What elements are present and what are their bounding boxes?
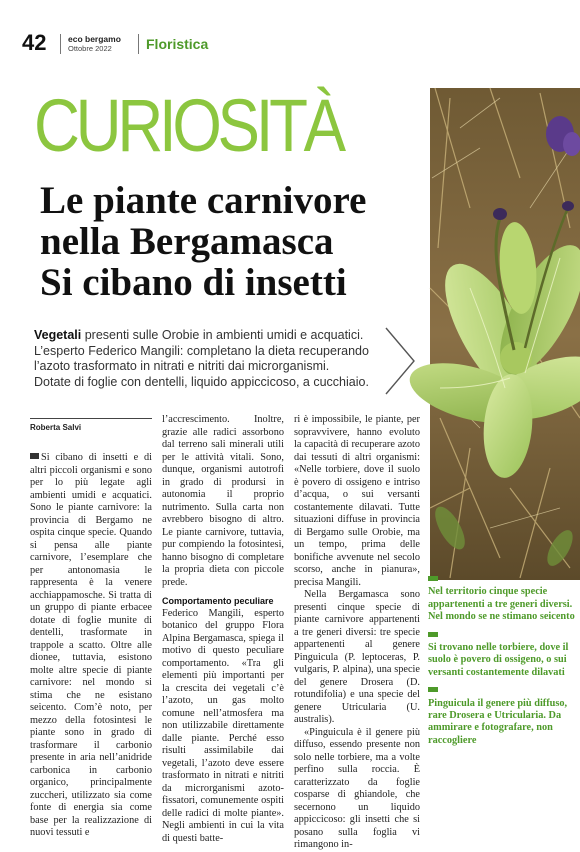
highlight-item	[428, 685, 578, 747]
square-bullet-icon	[428, 687, 438, 692]
highlight-item	[428, 574, 578, 624]
headline-line: Le piante carnivore	[40, 179, 367, 222]
byline-block	[30, 418, 152, 434]
header-divider	[138, 34, 139, 54]
subheading: Comportamento peculiare	[162, 596, 274, 606]
body-column-3	[294, 414, 420, 850]
highlights-sidebar	[428, 574, 578, 753]
chevron-right-icon	[382, 326, 418, 396]
header-divider	[60, 34, 61, 54]
publication-brand: eco bergamo	[68, 34, 121, 44]
body-text: Si cibano di insetti e di altri piccoli organismi e sono per lo più legate agli ambienti umidi e acquatici. Sono le piante carnivore: la provincia di Bergamo ne ospita cinque specie. Quando si pensa alle piante carnivore, l’esemplare che per antonomasia le rappresenta è la venere acchiappamosche. Si tratta di un gruppo di piante erbacee dotate di foglie munite di dentelli, trasformate in trappole a scatto. Oltre alle dionee, tuttavia, esistono molte altre specie di piante carnivore: nel mondo si stima che ne esistano seicento. Com’è noto, per mezzo della fotosintesi le piante sono in grado di trasformare il carbonio presente in aria nell’anidride carbonica in carbonio organico, principalmente zuccheri, utilizzato sia come fonte di energia sia come base per la realizzazione di nuovi tessuti e	[30, 452, 152, 838]
byline: Roberta Salvi	[30, 423, 82, 432]
page-number: 42	[22, 30, 47, 55]
highlight-text: Si trovano nelle torbiere, dove il suolo è povero di ossigeno, o sui versanti costantemente dilavati	[428, 642, 569, 678]
body-paragraph: ri è impossibile, le piante, per sopravvivere, hanno evoluto la capacità di recuperare azoto dai tessuti di altri organismi: «Nelle torbiere, dove il suolo è povero di ossigeno e intriso d’acqua, o sui versanti costantemente dilavati. Tutte situazioni diffuse in provincia di Bergamo sulle Orobie, ma un tempo, prima delle bonifiche avvenute nel secolo scorso, anche in pianura», precisa Mangili.	[294, 414, 420, 588]
section-label: Floristica	[146, 36, 209, 52]
summary-first-line	[34, 328, 379, 344]
body-paragraph	[30, 452, 152, 840]
summary-line: L’esperto Federico Mangili: completano la dieta recuperando	[34, 343, 369, 358]
square-bullet-icon	[30, 453, 39, 459]
headline-line: Si cibano di insetti	[40, 261, 347, 304]
summary-lead: Vegetali	[34, 328, 82, 342]
highlight-item	[428, 630, 578, 680]
issue-date: Ottobre 2022	[68, 44, 112, 53]
highlight-text: Nel territorio cinque specie appartenenti a tre generi diversi. Nel mondo se ne stimano seicento	[428, 586, 575, 623]
headline	[40, 180, 430, 303]
body-paragraph: l’accrescimento. Inoltre, grazie alle radici assorbono dal terreno sali minerali utili per le attività vitali. Sono, dunque, organismi autotrofi in grado di prodursi in autonomia il proprio nutrimento. Sulla carta non avrebbero bisogno di altro. Le piante carnivore, tuttavia, pur compiendo la fotosintesi, hanno bisogno di completare la propria dieta con piccole prede.	[162, 414, 284, 588]
body-paragraph: Federico Mangili, esperto botanico del gruppo Flora Alpina Bergamasca, spiega il motivo di questo peculiare comportamento. «Tra gli elementi più importanti per la crescita dei vegetali c’è l’azoto, un gas molto comune nell’atmosfera ma non utilizzabile direttamente dalle piante. Perché esso risulti assimilabile dai vegetali, l’azoto deve essere trasformato in nitrati e nitriti da microrganismi azoto-fissatori, comunemente ospiti delle radici di molte piante». Negli ambienti in cui la vita di questi batte-	[162, 607, 284, 844]
highlight-text: Pinguicula il genere più diffuso, rare Drosera e Utricularia. Da ammirare e fotografare, non raccogliere	[428, 697, 568, 746]
square-bullet-icon	[428, 632, 438, 637]
pinguicula-photo	[430, 88, 580, 580]
article-summary	[34, 328, 379, 390]
summary-text: presenti sulle Orobie in ambienti umidi e acquatici.	[81, 328, 364, 342]
body-paragraph: Nella Bergamasca sono presenti cinque specie di piante carnivore appartenenti a tre generi diversi: tre specie appartenenti al genere Pinguicula (P. leptoceras, P. vulgaris, P. alpina), una specie del genere Drosera (D. rotundifolia) e una specie del genere Utricularia (U. australis).	[294, 589, 420, 725]
headline-line: nella Bergamasca	[40, 220, 334, 263]
body-column-2	[162, 414, 284, 844]
summary-line: Dotate di foglie con dentelli, liquido appiccicoso, a cucchiaio.	[34, 374, 369, 389]
kicker-title: CURIOSITÀ	[34, 84, 342, 167]
summary-line: l’azoto trasformato in nitrati e nitriti dai microrganismi.	[34, 359, 330, 374]
page-header	[0, 0, 580, 60]
body-column-1	[30, 452, 152, 838]
square-bullet-icon	[428, 576, 438, 581]
body-paragraph: «Pinguicula è il genere più diffuso, essendo presente non solo nelle torbiere, ma a volte perfino sulla roccia. È caratterizzato da foglie cosparse di ghiandole, che secernono un liquido appiccicoso: gli insetti che si posano sulla foglia vi rimangono in-	[294, 726, 420, 850]
